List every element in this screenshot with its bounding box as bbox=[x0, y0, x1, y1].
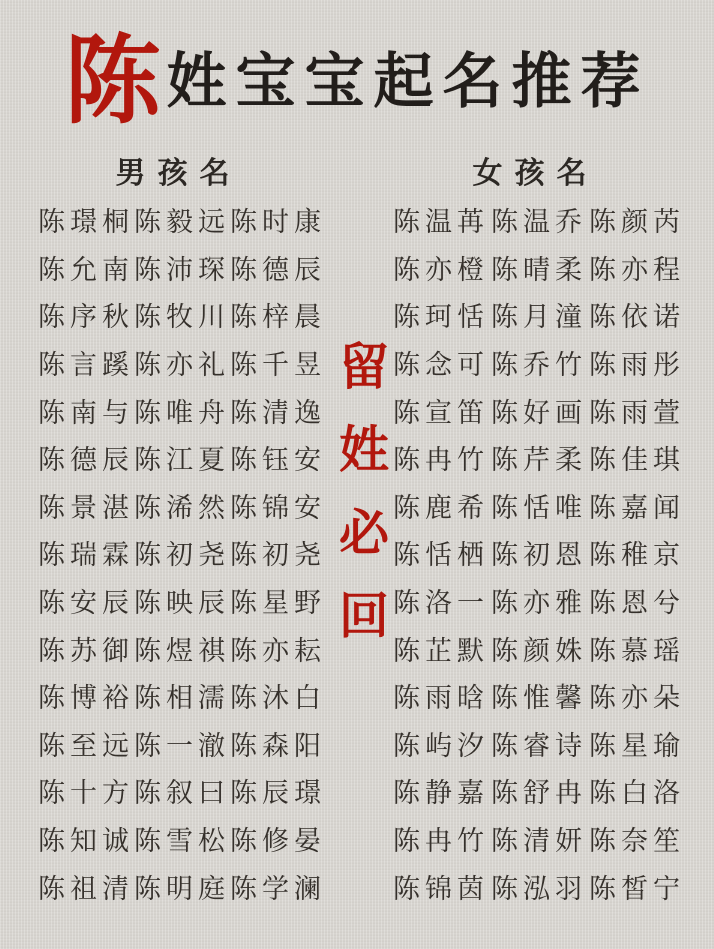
name-row bbox=[393, 767, 685, 815]
boy-name: 陈安辰 bbox=[38, 588, 134, 619]
girl-name: 陈好画 bbox=[491, 397, 587, 428]
girl-name: 陈冉竹 bbox=[393, 445, 489, 476]
boy-name: 陈修晏 bbox=[230, 826, 326, 857]
girls-name-list bbox=[393, 196, 685, 910]
boy-name: 陈学澜 bbox=[230, 873, 326, 904]
name-row bbox=[393, 291, 685, 339]
name-row bbox=[393, 244, 685, 292]
girl-name: 陈锦茵 bbox=[393, 873, 489, 904]
boys-column-header: 男孩名 bbox=[115, 157, 242, 190]
boy-name: 陈辰璟 bbox=[230, 778, 326, 809]
girl-name: 陈月潼 bbox=[491, 302, 587, 333]
girl-name: 陈睿诗 bbox=[491, 730, 587, 761]
name-row bbox=[38, 339, 326, 387]
girl-name: 陈初恩 bbox=[491, 540, 587, 571]
girl-name: 陈宣笛 bbox=[393, 397, 489, 428]
name-row bbox=[38, 291, 326, 339]
boy-name: 陈江夏 bbox=[134, 445, 230, 476]
name-row bbox=[393, 672, 685, 720]
boy-name: 陈亦礼 bbox=[134, 350, 230, 381]
boy-name: 陈明庭 bbox=[134, 873, 230, 904]
slogan-char: 留 bbox=[339, 339, 389, 395]
boy-name: 陈博裕 bbox=[38, 683, 134, 714]
name-row bbox=[38, 672, 326, 720]
boy-name: 陈十方 bbox=[38, 778, 134, 809]
boy-name: 陈清逸 bbox=[230, 397, 326, 428]
girl-name: 陈慕瑶 bbox=[589, 635, 685, 666]
girl-name: 陈温苒 bbox=[393, 207, 489, 238]
girl-name: 陈念可 bbox=[393, 350, 489, 381]
girl-name: 陈清妍 bbox=[491, 826, 587, 857]
name-row bbox=[38, 767, 326, 815]
girl-name: 陈舒冉 bbox=[491, 778, 587, 809]
name-row bbox=[38, 577, 326, 625]
boy-name: 陈初尧 bbox=[230, 540, 326, 571]
girl-name: 陈亦雅 bbox=[491, 588, 587, 619]
girl-name: 陈稚京 bbox=[589, 540, 685, 571]
name-row bbox=[393, 482, 685, 530]
girl-name: 陈亦朵 bbox=[589, 683, 685, 714]
name-row bbox=[38, 815, 326, 863]
girl-name: 陈佳琪 bbox=[589, 445, 685, 476]
boy-name: 陈锦安 bbox=[230, 492, 326, 523]
girl-name: 陈惟馨 bbox=[491, 683, 587, 714]
girl-name: 陈星瑜 bbox=[589, 730, 685, 761]
name-row bbox=[38, 386, 326, 434]
boy-name: 陈知诚 bbox=[38, 826, 134, 857]
boy-name: 陈森阳 bbox=[230, 730, 326, 761]
name-row bbox=[393, 720, 685, 768]
boy-name: 陈映辰 bbox=[134, 588, 230, 619]
girls-column-header: 女孩名 bbox=[472, 157, 599, 190]
girl-name: 陈雨晗 bbox=[393, 683, 489, 714]
name-row bbox=[393, 196, 685, 244]
girl-name: 陈亦程 bbox=[589, 254, 685, 285]
boy-name: 陈德辰 bbox=[38, 445, 134, 476]
boy-name: 陈亦耘 bbox=[230, 635, 326, 666]
girl-name: 陈依诺 bbox=[589, 302, 685, 333]
title-surname: 陈 bbox=[64, 28, 161, 135]
girl-name: 陈恬唯 bbox=[491, 492, 587, 523]
column-headers bbox=[0, 148, 714, 188]
girl-name: 陈恬栖 bbox=[393, 540, 489, 571]
name-row bbox=[393, 434, 685, 482]
boy-name: 陈景湛 bbox=[38, 492, 134, 523]
boy-name: 陈言蹊 bbox=[38, 350, 134, 381]
name-row bbox=[393, 624, 685, 672]
name-row bbox=[38, 196, 326, 244]
name-row bbox=[38, 434, 326, 482]
girl-name: 陈洛一 bbox=[393, 588, 489, 619]
boy-name: 陈千昱 bbox=[230, 350, 326, 381]
boy-name: 陈时康 bbox=[230, 207, 326, 238]
boys-name-list bbox=[38, 196, 326, 910]
boy-name: 陈星野 bbox=[230, 588, 326, 619]
girl-name: 陈晴柔 bbox=[491, 254, 587, 285]
boy-name: 陈毅远 bbox=[134, 207, 230, 238]
boy-name: 陈苏御 bbox=[38, 635, 134, 666]
title-rest: 姓宝宝起名推荐 bbox=[166, 49, 650, 115]
girl-name: 陈乔竹 bbox=[491, 350, 587, 381]
girl-name: 陈泓羽 bbox=[491, 873, 587, 904]
boy-name: 陈初尧 bbox=[134, 540, 230, 571]
girl-name: 陈温乔 bbox=[491, 207, 587, 238]
boy-name: 陈沐白 bbox=[230, 683, 326, 714]
girl-name: 陈静嘉 bbox=[393, 778, 489, 809]
girl-name: 陈雨彤 bbox=[589, 350, 685, 381]
girl-name: 陈恩兮 bbox=[589, 588, 685, 619]
name-row bbox=[38, 624, 326, 672]
girl-name: 陈亦橙 bbox=[393, 254, 489, 285]
girl-name: 陈冉竹 bbox=[393, 826, 489, 857]
center-slogan bbox=[334, 339, 394, 674]
slogan-char: 姓 bbox=[339, 422, 389, 478]
name-row bbox=[393, 577, 685, 625]
boy-name: 陈钰安 bbox=[230, 445, 326, 476]
boy-name: 陈煜祺 bbox=[134, 635, 230, 666]
boy-name: 陈祖清 bbox=[38, 873, 134, 904]
boy-name: 陈梓晨 bbox=[230, 302, 326, 333]
name-row bbox=[393, 815, 685, 863]
slogan-char: 必 bbox=[339, 505, 389, 561]
names-body bbox=[0, 196, 714, 936]
name-row bbox=[393, 862, 685, 910]
name-row bbox=[38, 529, 326, 577]
name-row bbox=[38, 862, 326, 910]
boy-name: 陈南与 bbox=[38, 397, 134, 428]
boy-name: 陈允南 bbox=[38, 254, 134, 285]
boy-name: 陈牧川 bbox=[134, 302, 230, 333]
boy-name: 陈序秋 bbox=[38, 302, 134, 333]
boy-name: 陈唯舟 bbox=[134, 397, 230, 428]
boy-name: 陈浠然 bbox=[134, 492, 230, 523]
name-row bbox=[38, 482, 326, 530]
boy-name: 陈雪松 bbox=[134, 826, 230, 857]
girl-name: 陈芹柔 bbox=[491, 445, 587, 476]
boy-name: 陈德辰 bbox=[230, 254, 326, 285]
girl-name: 陈嘉闻 bbox=[589, 492, 685, 523]
page-title bbox=[0, 0, 714, 138]
boy-name: 陈相濡 bbox=[134, 683, 230, 714]
boy-name: 陈至远 bbox=[38, 730, 134, 761]
girl-name: 陈芷默 bbox=[393, 635, 489, 666]
girl-name: 陈珂恬 bbox=[393, 302, 489, 333]
boy-name: 陈沛琛 bbox=[134, 254, 230, 285]
name-row bbox=[393, 386, 685, 434]
name-row bbox=[393, 529, 685, 577]
name-row bbox=[38, 720, 326, 768]
boy-name: 陈瑞霖 bbox=[38, 540, 134, 571]
girl-name: 陈白洛 bbox=[589, 778, 685, 809]
name-row bbox=[38, 244, 326, 292]
girl-name: 陈颜芮 bbox=[589, 207, 685, 238]
girl-name: 陈皙宁 bbox=[589, 873, 685, 904]
girl-name: 陈奈笙 bbox=[589, 826, 685, 857]
boy-name: 陈叙曰 bbox=[134, 778, 230, 809]
boy-name: 陈璟桐 bbox=[38, 207, 134, 238]
girl-name: 陈雨萱 bbox=[589, 397, 685, 428]
girl-name: 陈屿汐 bbox=[393, 730, 489, 761]
boy-name: 陈一澈 bbox=[134, 730, 230, 761]
name-row bbox=[393, 339, 685, 387]
slogan-char: 回 bbox=[339, 588, 389, 644]
girl-name: 陈鹿希 bbox=[393, 492, 489, 523]
girl-name: 陈颜姝 bbox=[491, 635, 587, 666]
